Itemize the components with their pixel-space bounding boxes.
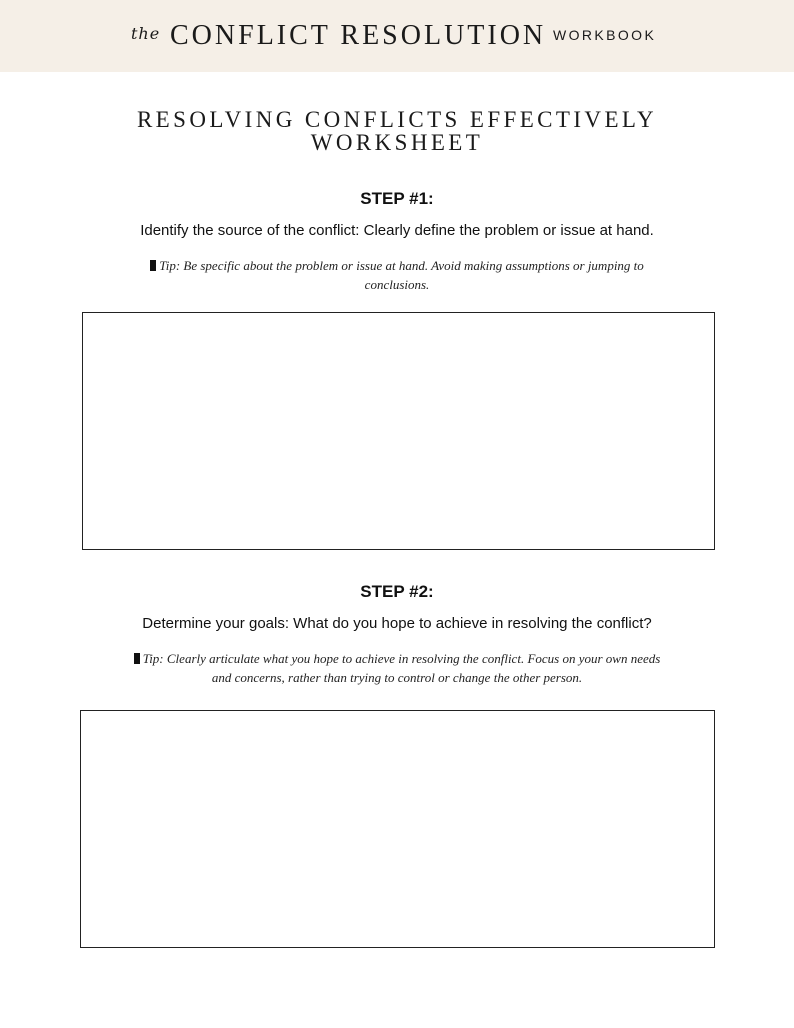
tip-icon <box>134 653 140 664</box>
step-2-prompt: Determine your goals: What do you hope to achieve in resolving the conflict? <box>142 615 652 632</box>
workbook-header <box>0 0 794 72</box>
step-1-tip <box>120 256 674 294</box>
header-title: CONFLICT RESOLUTION <box>170 20 547 51</box>
step-1-heading: STEP #1: <box>360 189 434 208</box>
step-2-heading: STEP #2: <box>360 582 434 601</box>
header-suffix: WORKBOOK <box>553 27 657 43</box>
step-2-tip-text-1: Tip: Clearly articulate what you hope to achieve in resolving the conflict. Focus on your own needs <box>142 651 661 666</box>
worksheet-title <box>0 108 794 154</box>
step-2-tip <box>100 649 694 687</box>
step-2-tip-line-2: and concerns, rather than trying to control or change the other person. <box>211 670 583 685</box>
step-2-tip-line-1 <box>100 649 694 668</box>
tip-icon <box>150 260 156 271</box>
step-1-tip-line-2: conclusions. <box>364 277 430 292</box>
worksheet-title-line-2: WORKSHEET <box>310 130 484 155</box>
step-1-tip-text-1: Tip: Be specific about the problem or issue at hand. Avoid making assumptions or jumping to <box>159 258 644 273</box>
step-1-answer-box[interactable] <box>82 312 715 550</box>
step-1-tip-line-1 <box>120 256 674 275</box>
step-1-prompt: Identify the source of the conflict: Clearly define the problem or issue at hand. <box>140 222 654 239</box>
header-prefix: the <box>131 24 161 43</box>
step-2-answer-box[interactable] <box>80 710 715 948</box>
worksheet-title-line-1: RESOLVING CONFLICTS EFFECTIVELY <box>136 107 658 132</box>
